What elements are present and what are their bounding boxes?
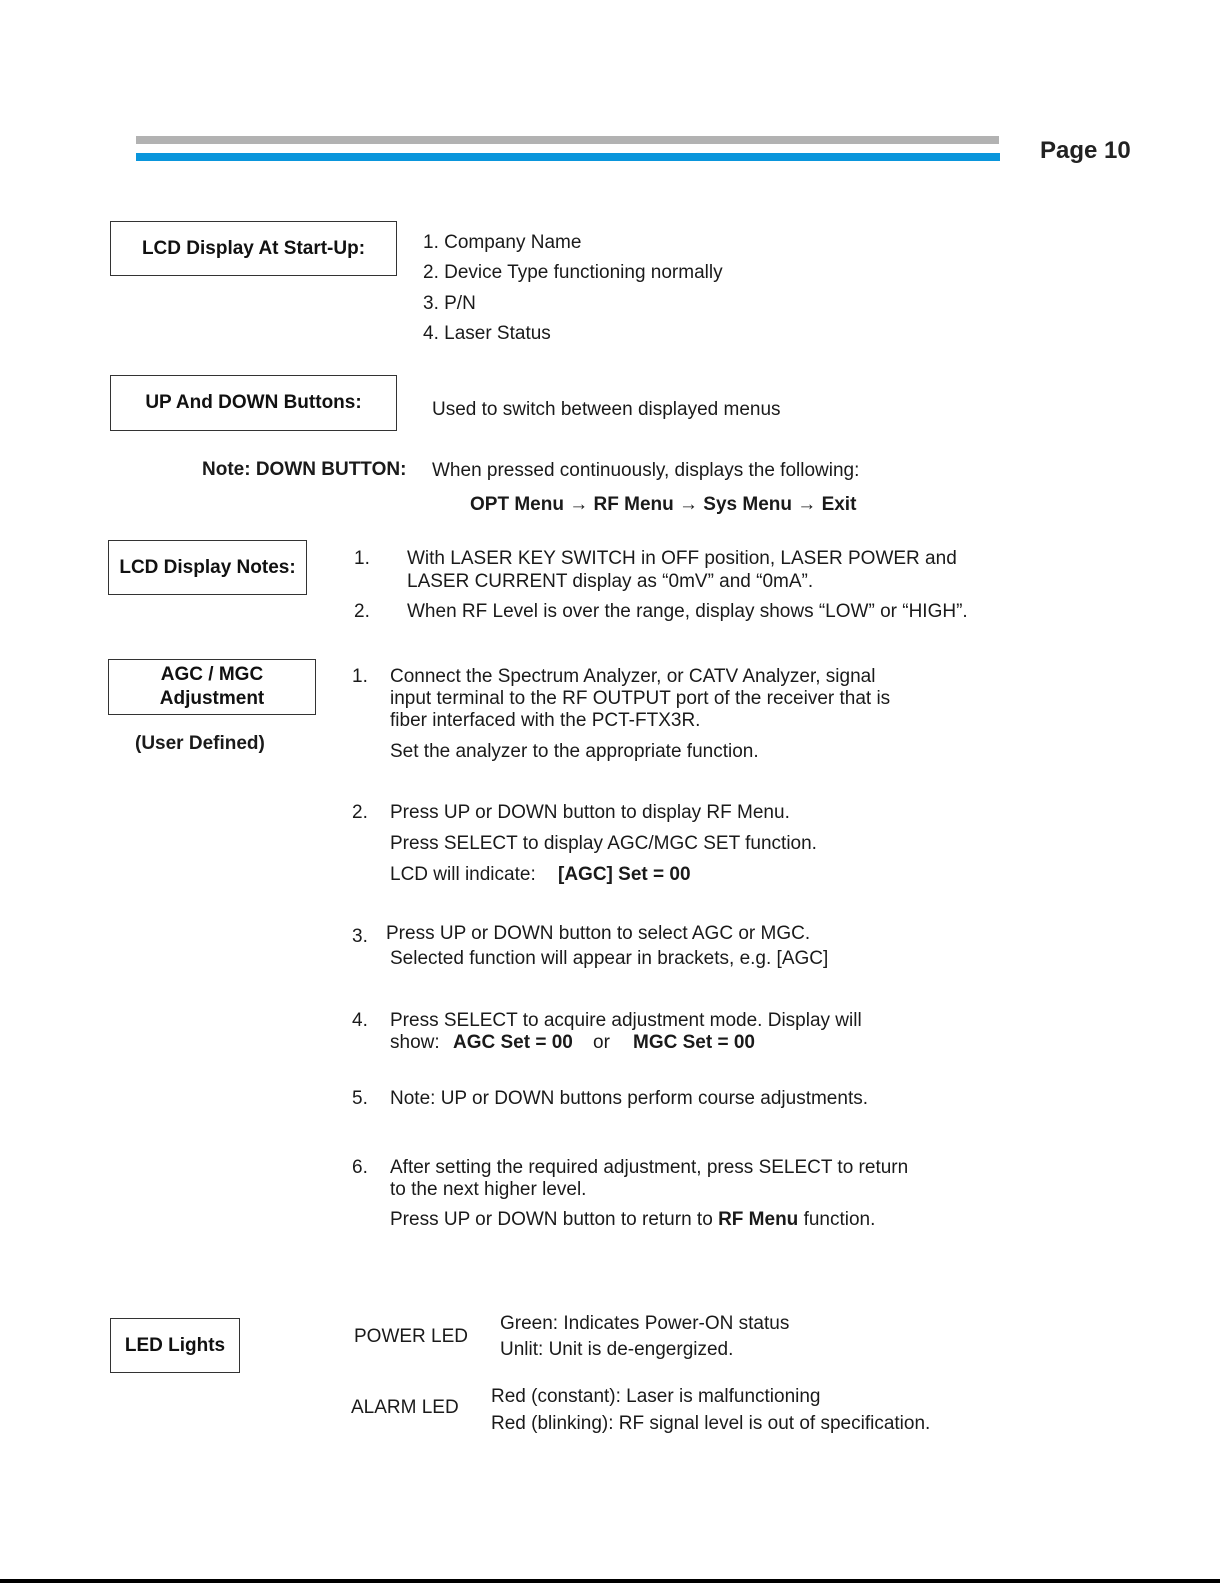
label-agc-mgc-line2: Adjustment <box>159 688 265 709</box>
alarm-led-line: Red (blinking): RF signal level is out of specification. <box>491 1413 931 1434</box>
header-rule-gray <box>136 136 999 144</box>
startup-item: 2. Device Type functioning normally <box>423 262 723 283</box>
label-agc-mgc <box>108 659 316 715</box>
agc-step-number: 3. <box>352 926 368 947</box>
agc-step-number: 2. <box>352 802 368 823</box>
page-number: Page 10 <box>1040 137 1131 164</box>
page-bottom-border <box>0 1579 1220 1583</box>
power-led-line: Unlit: Unit is de-engergized. <box>500 1339 734 1360</box>
agc-step-indicate-value: [AGC] Set = 00 <box>558 864 691 885</box>
startup-item: 3. P/N <box>423 293 476 314</box>
agc-step-show-or: or <box>593 1032 610 1053</box>
agc-step-return-prefix: Press UP or DOWN button to return to <box>390 1209 713 1230</box>
label-lcd-startup-text: LCD Display At Start-Up: <box>141 237 366 259</box>
label-lcd-notes <box>108 540 307 595</box>
buttons-description: Used to switch between displayed menus <box>432 399 781 420</box>
agc-step-line: to the next higher level. <box>390 1179 587 1200</box>
agc-step-number: 1. <box>352 666 368 687</box>
lcd-note-number: 1. <box>354 548 370 569</box>
alarm-led-name: ALARM LED <box>351 1397 459 1418</box>
arrow-right-icon: → <box>797 494 817 515</box>
agc-step-return-bold: RF Menu <box>718 1209 799 1230</box>
agc-step-line: Connect the Spectrum Analyzer, or CATV Analyzer, signal <box>390 666 876 687</box>
label-led-lights-text: LED Lights <box>124 1334 226 1356</box>
menu-rf: RF Menu <box>593 494 674 515</box>
agc-step-indicate-prefix: LCD will indicate: <box>390 864 536 885</box>
label-lcd-startup <box>110 221 397 276</box>
label-led-lights <box>110 1318 240 1373</box>
agc-step-show-value-mgc: MGC Set = 00 <box>633 1032 755 1053</box>
label-agc-mgc-line1: AGC / MGC <box>160 664 264 685</box>
menu-exit: Exit <box>821 494 857 515</box>
agc-sublabel: (User Defined) <box>135 733 265 754</box>
agc-step-return-suffix: function. <box>803 1209 876 1230</box>
agc-step-line: Press UP or DOWN button to display RF Menu. <box>390 802 790 823</box>
agc-step-line: Selected function will appear in brackets, e.g. [AGC] <box>390 948 829 969</box>
agc-step-line: After setting the required adjustment, press SELECT to return <box>390 1157 909 1178</box>
menu-sequence <box>470 493 856 516</box>
startup-item: 4. Laser Status <box>423 323 551 344</box>
label-lcd-notes-text: LCD Display Notes: <box>119 556 296 578</box>
agc-step-line: fiber interfaced with the PCT-FTX3R. <box>390 710 701 731</box>
arrow-right-icon: → <box>569 494 589 515</box>
agc-step-line: Set the analyzer to the appropriate function. <box>390 741 759 762</box>
power-led-line: Green: Indicates Power-ON status <box>500 1313 790 1334</box>
agc-step-number: 4. <box>352 1010 368 1031</box>
label-up-down-buttons-text: UP And DOWN Buttons: <box>145 392 362 413</box>
lcd-note-number: 2. <box>354 601 370 622</box>
agc-step-number: 6. <box>352 1157 368 1178</box>
agc-step-line: Note: UP or DOWN buttons perform course adjustments. <box>390 1088 868 1109</box>
agc-step-show-value-agc: AGC Set = 00 <box>453 1032 573 1053</box>
lcd-note-line: With LASER KEY SWITCH in OFF position, LASER POWER and <box>407 548 957 569</box>
label-up-down-buttons <box>110 375 397 431</box>
power-led-name: POWER LED <box>354 1326 469 1347</box>
header-rule-blue <box>136 153 1000 161</box>
agc-step-line: Press UP or DOWN button to select AGC or MGC. <box>386 923 811 944</box>
menu-opt: OPT Menu <box>470 494 564 515</box>
agc-step-number: 5. <box>352 1088 368 1109</box>
down-button-note-text: When pressed continuously, displays the following: <box>432 460 860 481</box>
menu-sys: Sys Menu <box>703 494 792 515</box>
startup-item: 1. Company Name <box>423 232 582 253</box>
down-button-note-label: Note: DOWN BUTTON: <box>202 459 407 480</box>
agc-step-show-prefix: show: <box>390 1032 440 1053</box>
arrow-right-icon: → <box>679 494 699 515</box>
agc-step-line: Press SELECT to display AGC/MGC SET function. <box>390 833 817 854</box>
agc-step-line: Press SELECT to acquire adjustment mode. Display will <box>390 1010 862 1031</box>
alarm-led-line: Red (constant): Laser is malfunctioning <box>491 1386 821 1407</box>
lcd-note-line: When RF Level is over the range, display shows “LOW” or “HIGH”. <box>407 601 968 622</box>
agc-step-line: input terminal to the RF OUTPUT port of the receiver that is <box>390 688 891 709</box>
lcd-note-line: LASER CURRENT display as “0mV” and “0mA”. <box>407 571 814 592</box>
agc-step-return <box>390 1208 875 1231</box>
